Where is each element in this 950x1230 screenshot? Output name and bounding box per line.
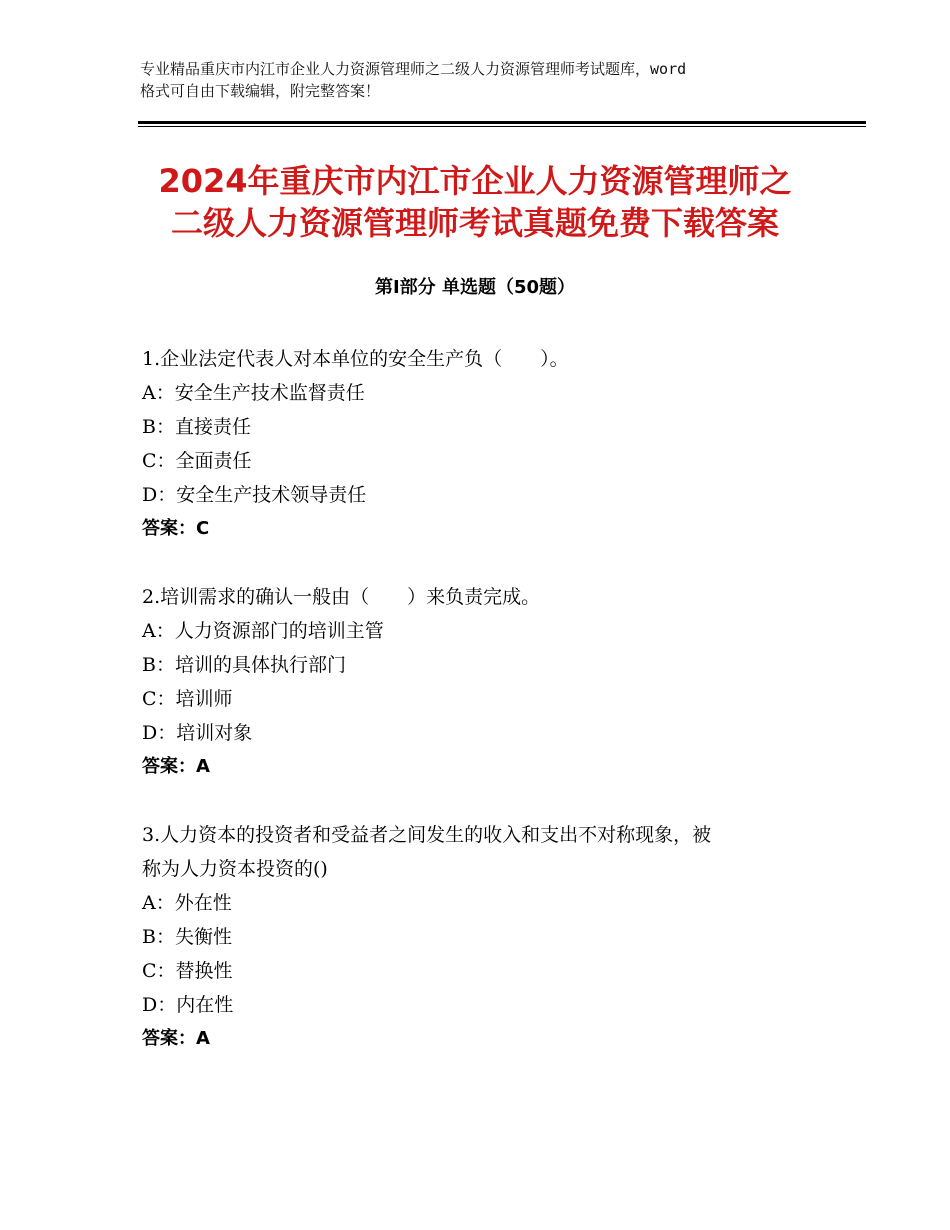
- option-a: A：人力资源部门的培训主管: [142, 620, 384, 642]
- header-note-line-1: 专业精品重庆市内江市企业人力资源管理师之二级人力资源管理师考试题库，word: [140, 60, 687, 78]
- option-d: D：内在性: [142, 994, 234, 1016]
- header-divider-thin: [138, 126, 866, 127]
- option-a: A：外在性: [142, 892, 232, 914]
- answer-label: 答案：C: [142, 518, 210, 539]
- document-title: [0, 160, 950, 244]
- header-note: [140, 58, 840, 102]
- section-title: 第Ⅰ部分 单选题（50题）: [374, 277, 575, 298]
- question-stem: 1.企业法定代表人对本单位的安全生产负（ ）。: [142, 348, 569, 370]
- option-b: B：失衡性: [142, 926, 232, 948]
- document-title-line-1: 2024年重庆市内江市企业人力资源管理师之: [158, 162, 792, 200]
- document-title-line-2: 二级人力资源管理师考试真题免费下载答案: [170, 204, 779, 242]
- question-stem-continued: 称为人力资本投资的(): [142, 858, 328, 880]
- option-c: C：培训师: [142, 688, 233, 710]
- option-b: B：培训的具体执行部门: [142, 654, 346, 676]
- option-d: D：安全生产技术领导责任: [142, 484, 367, 506]
- answer-label: 答案：A: [142, 756, 210, 777]
- question-1: [142, 342, 812, 546]
- question-stem: 2.培训需求的确认一般由（ ）来负责完成。: [142, 586, 541, 608]
- option-a: A：安全生产技术监督责任: [142, 382, 365, 404]
- question-2: [142, 580, 812, 784]
- option-c: C：替换性: [142, 960, 233, 982]
- header-divider-thick: [138, 121, 866, 124]
- question-stem: 3.人力资本的投资者和受益者之间发生的收入和支出不对称现象，被: [142, 824, 712, 846]
- option-b: B：直接责任: [142, 416, 251, 438]
- answer-label: 答案：A: [142, 1028, 210, 1049]
- option-d: D：培训对象: [142, 722, 253, 744]
- question-list: [142, 342, 812, 1090]
- header-note-line-2: 格式可自由下载编辑，附完整答案！: [140, 82, 381, 100]
- question-3: [142, 818, 812, 1056]
- option-c: C：全面责任: [142, 450, 252, 472]
